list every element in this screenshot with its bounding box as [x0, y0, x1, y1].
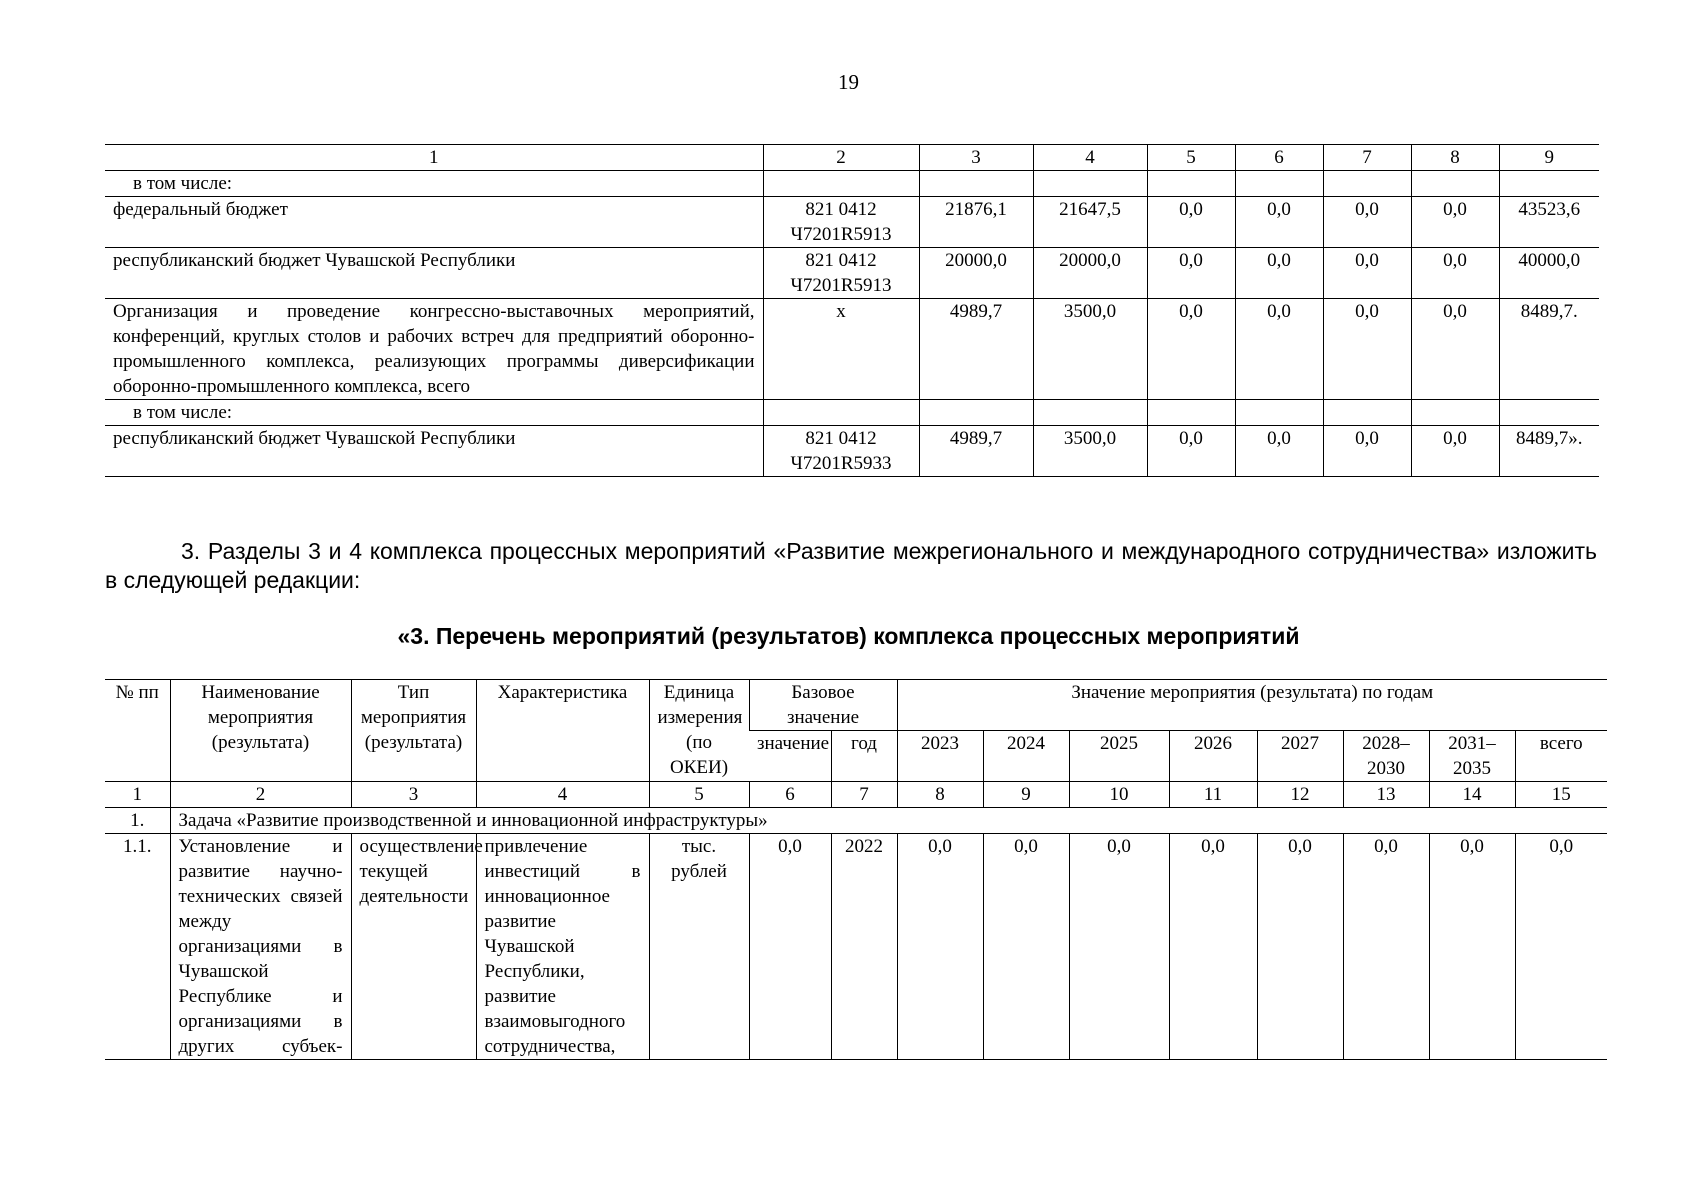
header-year: 2023 [897, 731, 983, 782]
budget-value: 0,0 [1147, 299, 1235, 400]
event-base-value: 0,0 [749, 834, 831, 1060]
budget-value [1033, 171, 1147, 197]
column-number: 5 [649, 782, 749, 808]
budget-code [763, 171, 919, 197]
budget-value [1235, 171, 1323, 197]
budget-row-name: Организация и проведение конгрессно-выставочных мероприятий, конференций, круглых столов и рабочих встреч для предприятий оборонно-промышленного комплекса, реализующих программы диверсификации оборонно-промышленного комплекса, всего [105, 299, 763, 400]
budget-value: 4989,7 [919, 426, 1033, 477]
column-number: 6 [749, 782, 831, 808]
budget-header-cell: 5 [1147, 145, 1235, 171]
header-name: Наименование мероприятия (результата) [170, 680, 351, 782]
budget-value: 21647,5 [1033, 197, 1147, 248]
budget-value [1147, 400, 1235, 426]
budget-row-name: в том числе: [105, 171, 763, 197]
budget-header-cell: 7 [1323, 145, 1411, 171]
budget-table [105, 144, 1599, 477]
task-row [105, 808, 1607, 834]
header-year: 2027 [1257, 731, 1343, 782]
budget-value: 0,0 [1323, 248, 1411, 299]
budget-value: 20000,0 [1033, 248, 1147, 299]
budget-value [1411, 171, 1499, 197]
instruction-paragraph: 3. Разделы 3 и 4 комплекса процессных мероприятий «Развитие межрегионального и международного сотрудничества» изложить в следующей редакции: [105, 538, 1597, 593]
budget-value: 0,0 [1235, 299, 1323, 400]
header-unit: Единица измерения (по ОКЕИ) [649, 680, 749, 782]
budget-value: 3500,0 [1033, 426, 1147, 477]
budget-value: 0,0 [1323, 197, 1411, 248]
budget-value: 0,0 [1147, 426, 1235, 477]
budget-value: 20000,0 [919, 248, 1033, 299]
budget-row [105, 248, 1599, 299]
budget-value [1499, 171, 1599, 197]
budget-row-name: республиканский бюджет Чувашской Республики [105, 426, 763, 477]
column-number: 13 [1343, 782, 1429, 808]
column-number: 1 [105, 782, 170, 808]
budget-value: 0,0 [1323, 426, 1411, 477]
column-number: 4 [476, 782, 649, 808]
header-no: № пп [105, 680, 170, 782]
header-base-year: год [831, 731, 897, 782]
header-year: 2024 [983, 731, 1069, 782]
budget-row [105, 197, 1599, 248]
budget-value: 0,0 [1411, 197, 1499, 248]
column-number: 11 [1169, 782, 1257, 808]
header-year: 2025 [1069, 731, 1169, 782]
event-value: 0,0 [1257, 834, 1343, 1060]
budget-header-cell: 2 [763, 145, 919, 171]
page-number: 19 [838, 70, 859, 94]
budget-header-cell: 6 [1235, 145, 1323, 171]
header-year: 2028–2030 [1343, 731, 1429, 782]
column-number: 14 [1429, 782, 1515, 808]
header-total: всего [1515, 731, 1607, 782]
header-year: 2031–2035 [1429, 731, 1515, 782]
column-number: 15 [1515, 782, 1607, 808]
event-type: осуществление текущей деятельности [351, 834, 476, 1060]
header-type: Тип мероприятия (результата) [351, 680, 476, 782]
budget-value: 0,0 [1323, 299, 1411, 400]
budget-value [1147, 171, 1235, 197]
budget-value [1033, 400, 1147, 426]
budget-value [1235, 400, 1323, 426]
budget-value [1499, 400, 1599, 426]
budget-code: х [763, 299, 919, 400]
budget-row-name: в том числе: [105, 400, 763, 426]
event-name: Установление и развитие научно-технических связей между организациями в Чувашской Республике и организациями в других субъек- [170, 834, 351, 1060]
budget-header-cell: 8 [1411, 145, 1499, 171]
budget-row [105, 400, 1599, 426]
budget-value [1411, 400, 1499, 426]
budget-value: 0,0 [1235, 248, 1323, 299]
header-characteristic: Характеристика [476, 680, 649, 782]
column-number: 12 [1257, 782, 1343, 808]
column-number: 9 [983, 782, 1069, 808]
budget-code: 821 0412 Ч7201R5913 [763, 197, 919, 248]
budget-value: 43523,6 [1499, 197, 1599, 248]
budget-header-cell: 4 [1033, 145, 1147, 171]
budget-value: 0,0 [1235, 426, 1323, 477]
event-value: 0,0 [1069, 834, 1169, 1060]
budget-value: 0,0 [1147, 248, 1235, 299]
budget-value: 0,0 [1411, 248, 1499, 299]
event-base-year: 2022 [831, 834, 897, 1060]
header-year: 2026 [1169, 731, 1257, 782]
budget-value: 0,0 [1235, 197, 1323, 248]
event-value: 0,0 [897, 834, 983, 1060]
budget-value [919, 400, 1033, 426]
budget-code [763, 400, 919, 426]
header-base: Базовое значение [749, 680, 897, 731]
budget-value: 8489,7». [1499, 426, 1599, 477]
budget-header-cell: 9 [1499, 145, 1599, 171]
budget-value: 3500,0 [1033, 299, 1147, 400]
column-number: 10 [1069, 782, 1169, 808]
task-number: 1. [105, 808, 170, 834]
event-characteristic: привлечение инвестиций в инновационное развитие Чувашской Республики, развитие взаимовыгодного сотрудничества, [476, 834, 649, 1060]
budget-row-name: республиканский бюджет Чувашской Республики [105, 248, 763, 299]
budget-row-name: федеральный бюджет [105, 197, 763, 248]
budget-value: 8489,7. [1499, 299, 1599, 400]
budget-value [1323, 171, 1411, 197]
column-number: 8 [897, 782, 983, 808]
task-text: Задача «Развитие производственной и инновационной инфраструктуры» [170, 808, 1607, 834]
budget-code: 821 0412 Ч7201R5913 [763, 248, 919, 299]
events-table [105, 679, 1607, 1060]
budget-row [105, 426, 1599, 477]
event-total: 0,0 [1515, 834, 1607, 1060]
event-value: 0,0 [1169, 834, 1257, 1060]
budget-header-row [105, 145, 1599, 171]
header-by-years: Значение мероприятия (результата) по годам [897, 680, 1607, 731]
budget-header-cell: 3 [919, 145, 1033, 171]
event-value: 0,0 [1343, 834, 1429, 1060]
budget-value: 0,0 [1411, 299, 1499, 400]
budget-row [105, 299, 1599, 400]
header-base-value: значение [749, 731, 831, 782]
event-value: 0,0 [1429, 834, 1515, 1060]
budget-value [919, 171, 1033, 197]
budget-value: 0,0 [1147, 197, 1235, 248]
budget-header-cell: 1 [105, 145, 763, 171]
event-unit: тыс. рублей [649, 834, 749, 1060]
event-value: 0,0 [983, 834, 1069, 1060]
budget-value: 21876,1 [919, 197, 1033, 248]
budget-value: 0,0 [1411, 426, 1499, 477]
budget-code: 821 0412 Ч7201R5933 [763, 426, 919, 477]
budget-value: 40000,0 [1499, 248, 1599, 299]
event-row [105, 834, 1607, 1060]
column-number-row [105, 782, 1607, 808]
events-header-row-1 [105, 680, 1607, 731]
budget-value: 4989,7 [919, 299, 1033, 400]
column-number: 2 [170, 782, 351, 808]
section-heading: «3. Перечень мероприятий (результатов) комплекса процессных мероприятий [397, 623, 1300, 649]
budget-value [1323, 400, 1411, 426]
column-number: 3 [351, 782, 476, 808]
event-number: 1.1. [105, 834, 170, 1060]
column-number: 7 [831, 782, 897, 808]
budget-row [105, 171, 1599, 197]
